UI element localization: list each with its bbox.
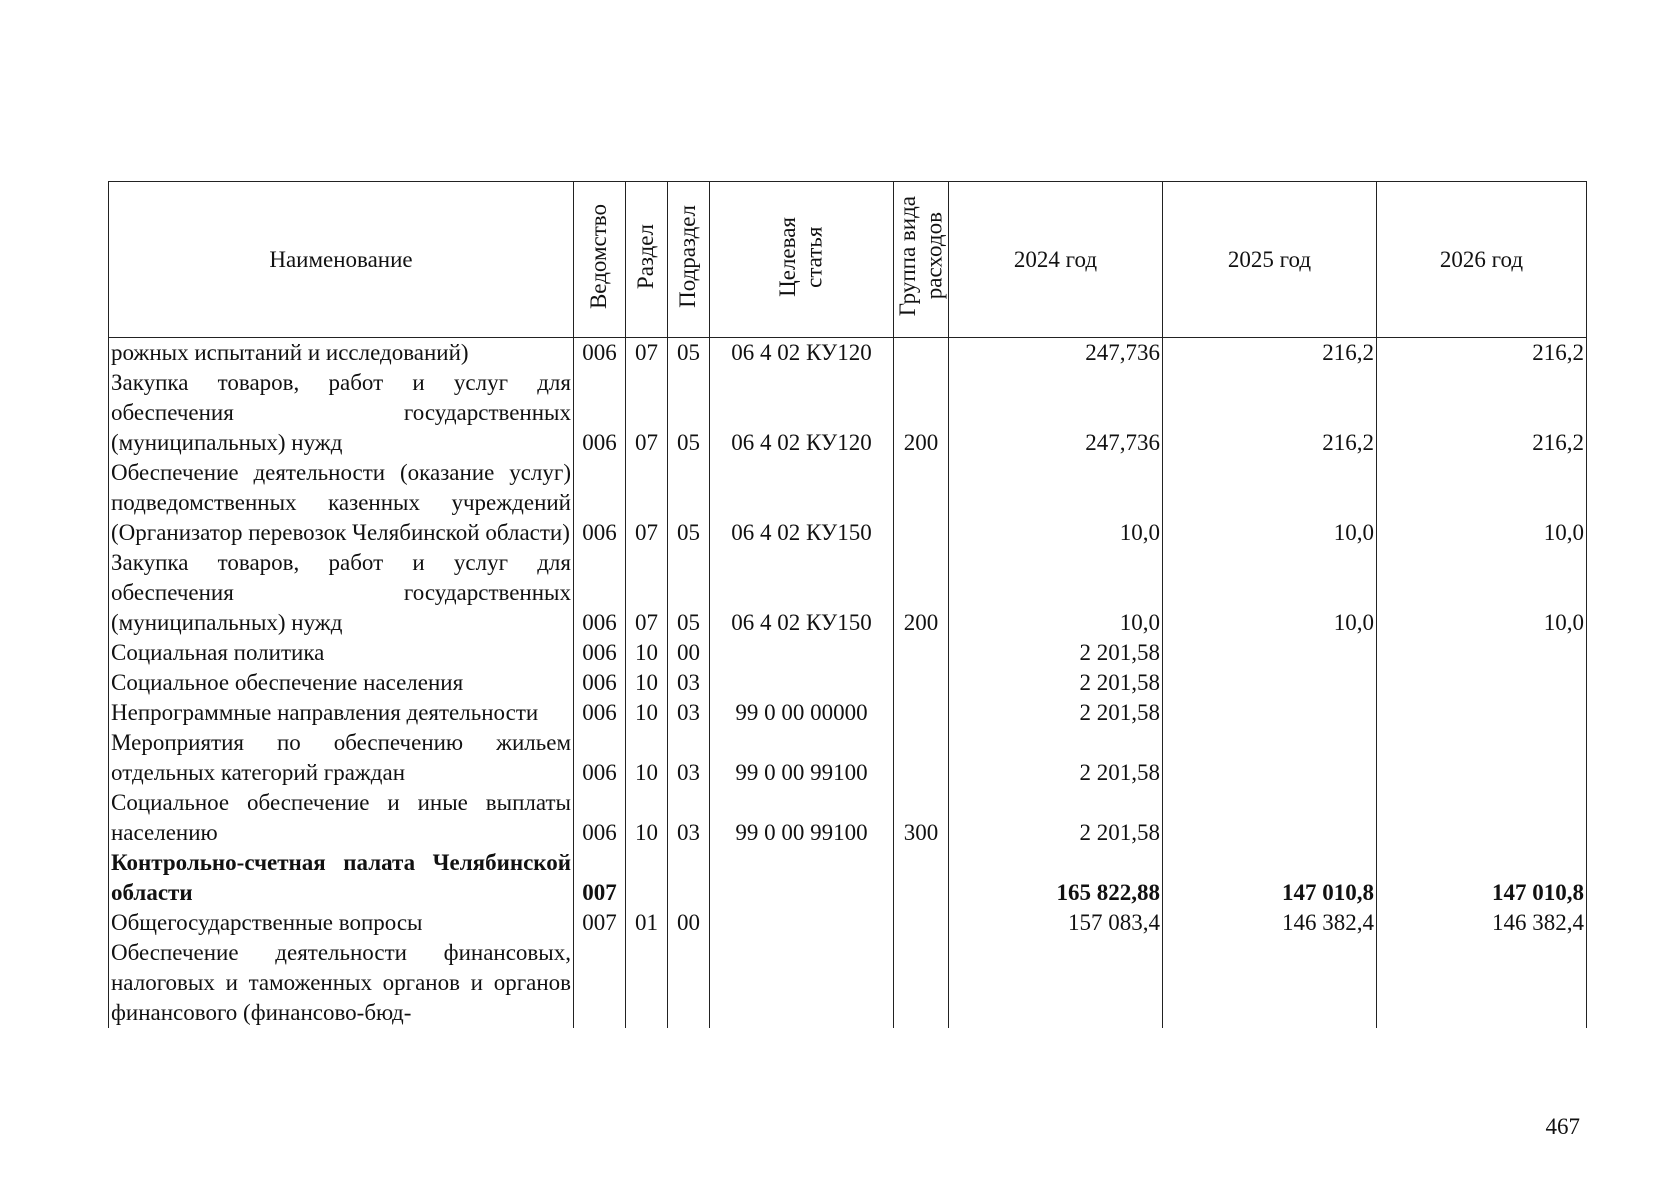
header-row <box>109 182 1587 338</box>
cell-2024: 2 201,58 <box>949 728 1163 788</box>
cell-celevaya: 06 4 02 КУ120 <box>710 368 894 458</box>
cell-2024: 247,736 <box>949 368 1163 458</box>
cell-name: Социальная политика <box>109 638 574 668</box>
cell-2025: 10,0 <box>1163 548 1377 638</box>
cell-podrazdel: 05 <box>668 368 710 458</box>
cell-razdel: 07 <box>626 338 668 369</box>
cell-gruppa <box>894 908 949 938</box>
cell-2025: 146 382,4 <box>1163 908 1377 938</box>
cell-razdel: 07 <box>626 368 668 458</box>
cell-gruppa: 300 <box>894 788 949 848</box>
header-podrazdel: Подраздел <box>668 182 710 338</box>
cell-2024: 10,0 <box>949 458 1163 548</box>
cell-celevaya: 06 4 02 КУ150 <box>710 458 894 548</box>
cell-gruppa <box>894 698 949 728</box>
cell-celevaya <box>710 848 894 908</box>
cell-2025 <box>1163 788 1377 848</box>
cell-podrazdel: 03 <box>668 668 710 698</box>
cell-gruppa <box>894 728 949 788</box>
cell-razdel: 10 <box>626 668 668 698</box>
cell-razdel: 07 <box>626 458 668 548</box>
table-row <box>109 728 1587 788</box>
cell-podrazdel: 03 <box>668 728 710 788</box>
cell-2026: 216,2 <box>1377 368 1587 458</box>
header-vedomstvo: Ведомство <box>574 182 626 338</box>
cell-2025: 147 010,8 <box>1163 848 1377 908</box>
cell-name: Социальное обеспечение и иные выплаты населению <box>109 788 574 848</box>
table-row <box>109 788 1587 848</box>
table-row <box>109 698 1587 728</box>
cell-razdel <box>626 848 668 908</box>
cell-gruppa <box>894 338 949 369</box>
cell-name: Общегосударственные вопросы <box>109 908 574 938</box>
cell-gruppa <box>894 848 949 908</box>
cell-2024: 247,736 <box>949 338 1163 369</box>
cell-name: рожных испытаний и исследований) <box>109 338 574 369</box>
cell-gruppa: 200 <box>894 548 949 638</box>
cell-gruppa <box>894 638 949 668</box>
cell-podrazdel: 05 <box>668 548 710 638</box>
cell-2026 <box>1377 698 1587 728</box>
cell-gruppa <box>894 668 949 698</box>
cell-2026 <box>1377 728 1587 788</box>
cell-vedomstvo: 006 <box>574 728 626 788</box>
cell-2026 <box>1377 638 1587 668</box>
header-year-2026: 2026 год <box>1377 182 1587 338</box>
table-row <box>109 938 1587 1028</box>
cell-podrazdel: 03 <box>668 698 710 728</box>
cell-razdel: 10 <box>626 788 668 848</box>
cell-vedomstvo: 006 <box>574 338 626 369</box>
cell-2026: 10,0 <box>1377 458 1587 548</box>
cell-gruppa <box>894 458 949 548</box>
cell-2024: 2 201,58 <box>949 788 1163 848</box>
cell-vedomstvo <box>574 938 626 1028</box>
cell-2026: 147 010,8 <box>1377 848 1587 908</box>
cell-vedomstvo: 006 <box>574 638 626 668</box>
table-row <box>109 668 1587 698</box>
budget-table <box>108 181 1587 1028</box>
cell-name: Обеспечение деятельности (оказание услуг) подведомственных казенных учреждений (Организатор перевозок Челябинской области) <box>109 458 574 548</box>
table-row <box>109 848 1587 908</box>
cell-podrazdel <box>668 848 710 908</box>
cell-vedomstvo: 006 <box>574 668 626 698</box>
cell-2025 <box>1163 938 1377 1028</box>
cell-podrazdel: 05 <box>668 458 710 548</box>
cell-razdel: 01 <box>626 908 668 938</box>
cell-celevaya <box>710 668 894 698</box>
cell-name: Непрограммные направления деятельности <box>109 698 574 728</box>
cell-2024: 2 201,58 <box>949 668 1163 698</box>
table-row <box>109 548 1587 638</box>
header-gruppa-vida-rashodov: Группа вида расходов <box>894 182 949 338</box>
cell-2025 <box>1163 728 1377 788</box>
cell-celevaya: 06 4 02 КУ150 <box>710 548 894 638</box>
cell-razdel: 07 <box>626 548 668 638</box>
cell-2026: 10,0 <box>1377 548 1587 638</box>
table-row <box>109 458 1587 548</box>
cell-2024: 10,0 <box>949 548 1163 638</box>
cell-2025: 216,2 <box>1163 368 1377 458</box>
cell-celevaya <box>710 638 894 668</box>
cell-2024: 2 201,58 <box>949 638 1163 668</box>
cell-celevaya: 06 4 02 КУ120 <box>710 338 894 369</box>
cell-vedomstvo: 006 <box>574 698 626 728</box>
cell-name: Закупка товаров, работ и услуг для обеспечения государственных (муниципальных) нужд <box>109 368 574 458</box>
budget-sheet <box>108 181 1586 1094</box>
cell-podrazdel: 03 <box>668 788 710 848</box>
cell-2026: 146 382,4 <box>1377 908 1587 938</box>
cell-podrazdel: 00 <box>668 908 710 938</box>
cell-name: Мероприятия по обеспечению жильем отдельных категорий граждан <box>109 728 574 788</box>
cell-2026 <box>1377 788 1587 848</box>
cell-celevaya: 99 0 00 99100 <box>710 788 894 848</box>
cell-2024: 2 201,58 <box>949 698 1163 728</box>
cell-celevaya <box>710 908 894 938</box>
cell-2024: 157 083,4 <box>949 908 1163 938</box>
header-razdel: Раздел <box>626 182 668 338</box>
cell-vedomstvo: 006 <box>574 368 626 458</box>
cell-razdel <box>626 938 668 1028</box>
cell-razdel: 10 <box>626 638 668 668</box>
cell-celevaya: 99 0 00 99100 <box>710 728 894 788</box>
cell-2024 <box>949 938 1163 1028</box>
cell-name: Социальное обеспечение населения <box>109 668 574 698</box>
cell-celevaya: 99 0 00 00000 <box>710 698 894 728</box>
page-number: 467 <box>1545 1114 1580 1139</box>
cell-2025: 10,0 <box>1163 458 1377 548</box>
cell-vedomstvo: 007 <box>574 848 626 908</box>
cell-2026: 216,2 <box>1377 338 1587 369</box>
cell-gruppa: 200 <box>894 368 949 458</box>
cell-celevaya <box>710 938 894 1028</box>
table-row <box>109 638 1587 668</box>
cell-gruppa <box>894 938 949 1028</box>
cell-vedomstvo: 007 <box>574 908 626 938</box>
cell-vedomstvo: 006 <box>574 458 626 548</box>
cell-podrazdel: 00 <box>668 638 710 668</box>
cell-razdel: 10 <box>626 728 668 788</box>
header-year-2024: 2024 год <box>949 182 1163 338</box>
cell-2025 <box>1163 668 1377 698</box>
cell-2025 <box>1163 638 1377 668</box>
header-name: Наименование <box>109 182 574 338</box>
cell-razdel: 10 <box>626 698 668 728</box>
cell-vedomstvo: 006 <box>574 788 626 848</box>
cell-2024: 165 822,88 <box>949 848 1163 908</box>
header-celevaya-statya: Целевая статья <box>710 182 894 338</box>
table-row <box>109 368 1587 458</box>
cell-2026 <box>1377 938 1587 1028</box>
table-row <box>109 908 1587 938</box>
cell-2025: 216,2 <box>1163 338 1377 369</box>
header-year-2025: 2025 год <box>1163 182 1377 338</box>
cell-2025 <box>1163 698 1377 728</box>
cell-name: Обеспечение деятельности финансовых, налоговых и таможенных органов и органов финансового (финансово-бюд- <box>109 938 574 1028</box>
cell-name: Закупка товаров, работ и услуг для обеспечения государственных (муниципальных) нужд <box>109 548 574 638</box>
cell-podrazdel <box>668 938 710 1028</box>
cell-podrazdel: 05 <box>668 338 710 369</box>
cell-name: Контрольно-счетная палата Челябинской области <box>109 848 574 908</box>
cell-2026 <box>1377 668 1587 698</box>
table-row <box>109 338 1587 369</box>
cell-vedomstvo: 006 <box>574 548 626 638</box>
